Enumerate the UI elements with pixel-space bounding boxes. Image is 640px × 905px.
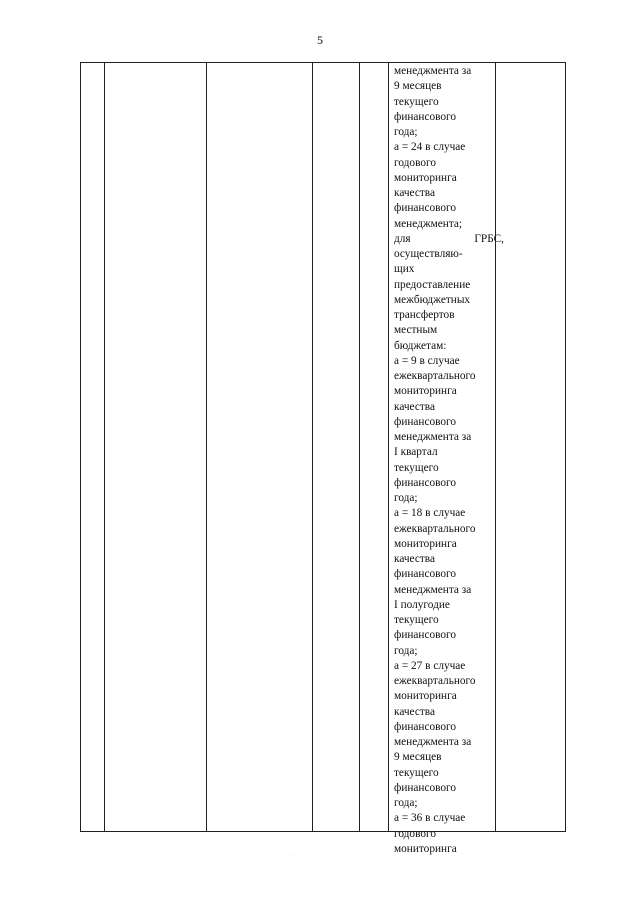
cell-line: щих [394,263,415,276]
cell-line: мониторинга [394,171,457,184]
column-divider [104,63,105,831]
cell-line: менеджмента за [394,736,472,748]
cell-line: финансового [394,110,457,123]
cell-line: года; [394,492,418,504]
cell-line: финансового [394,476,457,489]
cell-line: менеджмента за [394,431,472,443]
cell-line: а = 36 в случае [394,812,466,825]
cell-line: текущего [394,461,439,474]
cell-line: а = 24 в случае [394,141,466,154]
data-table [80,62,566,855]
cell-line: местным [394,324,438,337]
cell-line: года; [394,126,418,138]
cell-line: I квартал [394,446,438,459]
cell-line: бюджетам: [394,339,447,352]
cell-line: года; [394,797,418,809]
cell-line: финансового [394,202,457,215]
cell-line: мониторинга [394,690,457,703]
cell-line-justified [394,232,504,247]
cell-line: ежеквартального [394,370,476,382]
cell-line-left-word: для [394,232,411,245]
column-divider [312,63,313,831]
column-divider [206,63,207,831]
cell-line: 9 месяцев [394,751,442,764]
cell-line: качества [394,705,436,718]
cell-line: мониторинга [394,537,457,550]
cell-line: I полугодие [394,598,450,611]
cell-line: качества [394,400,436,413]
cell-line: качества [394,553,436,565]
cell-line: мониторинга [394,842,457,855]
cell-line: годового [394,156,436,169]
formula-cell-text [394,64,504,857]
cell-line: финансового [394,568,457,581]
cell-line: качества [394,187,436,199]
cell-line: трансфертов [394,309,455,321]
cell-line: а = 18 в случае [394,507,466,520]
cell-line: 9 месяцев [394,80,442,93]
cell-line: предоставление [394,278,471,291]
cell-line: менеджмента за [394,583,472,596]
cell-line: а = 9 в случае [394,354,460,367]
cell-line: текущего [394,95,439,108]
page-number: 5 [317,33,323,47]
column-divider [388,63,389,831]
cell-line: ежеквартального [394,522,476,535]
cell-line: финансового [394,415,457,428]
cell-line: а = 27 в случае [394,659,466,672]
cell-line: финансового [394,629,457,642]
cell-line: ежеквартального [394,675,476,687]
cell-line: осуществляю- [394,248,463,260]
cell-line: года; [394,644,418,657]
column-divider [359,63,360,831]
cell-line-right-word: ГРБС, [474,232,504,245]
cell-line: менеджмента; [394,217,463,230]
cell-line: текущего [394,614,439,626]
cell-line: межбюджетных [394,293,471,306]
cell-line: текущего [394,766,439,779]
cell-line: финансового [394,720,457,733]
cell-line: годового [394,827,436,840]
cell-line: менеджмента за [394,65,472,77]
cell-line: мониторинга [394,385,457,398]
cell-line: финансового [394,781,457,794]
scan-artifact [258,846,338,862]
